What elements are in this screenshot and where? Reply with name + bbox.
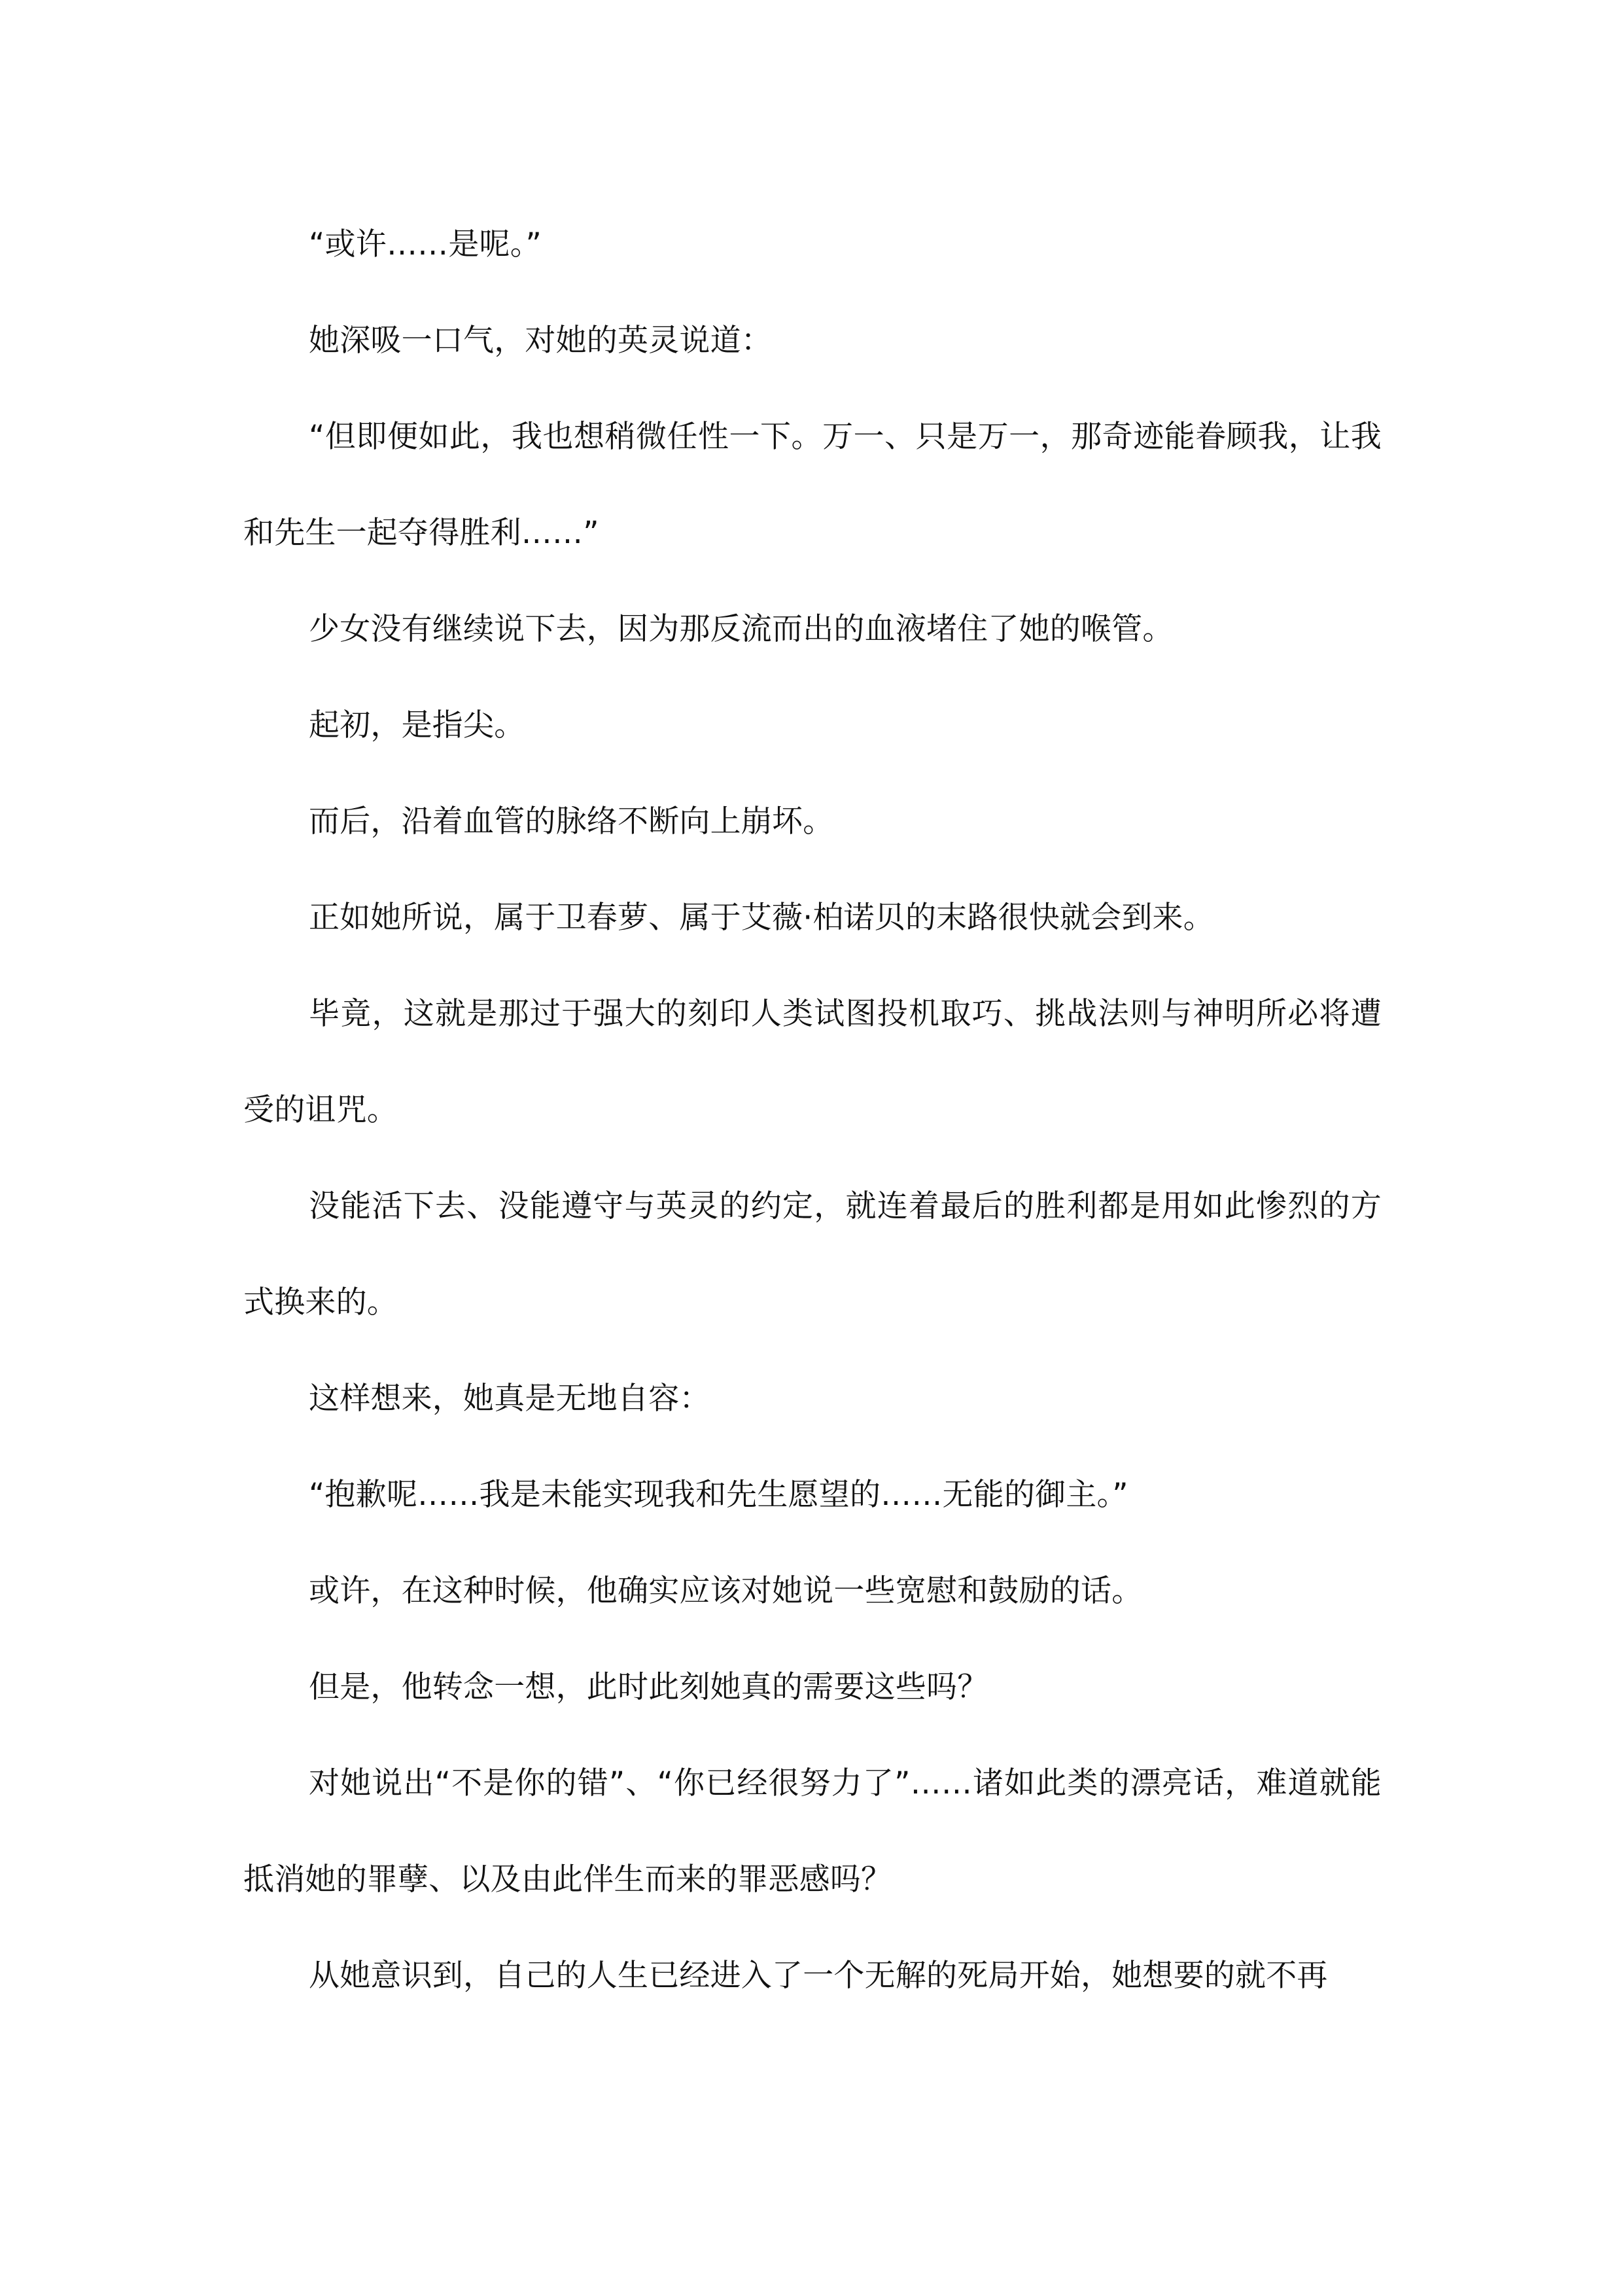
paragraph-11: “抱歉呢……我是未能实现我和先生愿望的……无能的御主。” [309,1477,1128,1513]
paragraph-14: 对她说出“不是你的错”、“你已经很努力了”……诸如此类的漂亮话，难道就能抵消她的罪孽、以及由此伴生而来的罪恶感吗？ [243,1765,1382,1898]
paragraph-5: 起初，是指尖。 [309,707,525,743]
paragraph-7: 正如她所说，属于卫春萝、属于艾薇·柏诺贝的末路很快就会到来。 [309,900,1214,936]
paragraph-1: “或许……是呢。” [309,226,542,262]
paragraph-4: 少女没有继续说下去，因为那反流而出的血液堵住了她的喉管。 [309,611,1174,647]
paragraph-3: “但即便如此，我也想稍微任性一下。万一、只是万一，那奇迹能眷顾我，让我和先生一起夺得胜利……” [243,419,1382,551]
paragraph-12: 或许，在这种时候，他确实应该对她说一些宽慰和鼓励的话。 [309,1573,1143,1609]
document-body [243,196,1382,2024]
paragraph-6: 而后，沿着血管的脉络不断向上崩坏。 [309,804,834,839]
paragraph-15: 从她意识到，自己的人生已经进入了一个无解的死局开始，她想要的就不再 [309,1958,1328,1994]
paragraph-10: 这样想来，她真是无地自容： [309,1381,710,1417]
paragraph-2: 她深吸一口气，对她的英灵说道： [309,323,772,359]
paragraph-13: 但是，他转念一想，此时此刻她真的需要这些吗？ [309,1669,988,1705]
paragraph-9: 没能活下去、没能遵守与英灵的约定，就连着最后的胜利都是用如此惨烈的方式换来的。 [243,1188,1382,1320]
paragraph-8: 毕竟，这就是那过于强大的刻印人类试图投机取巧、挑战法则与神明所必将遭受的诅咒。 [243,996,1382,1128]
